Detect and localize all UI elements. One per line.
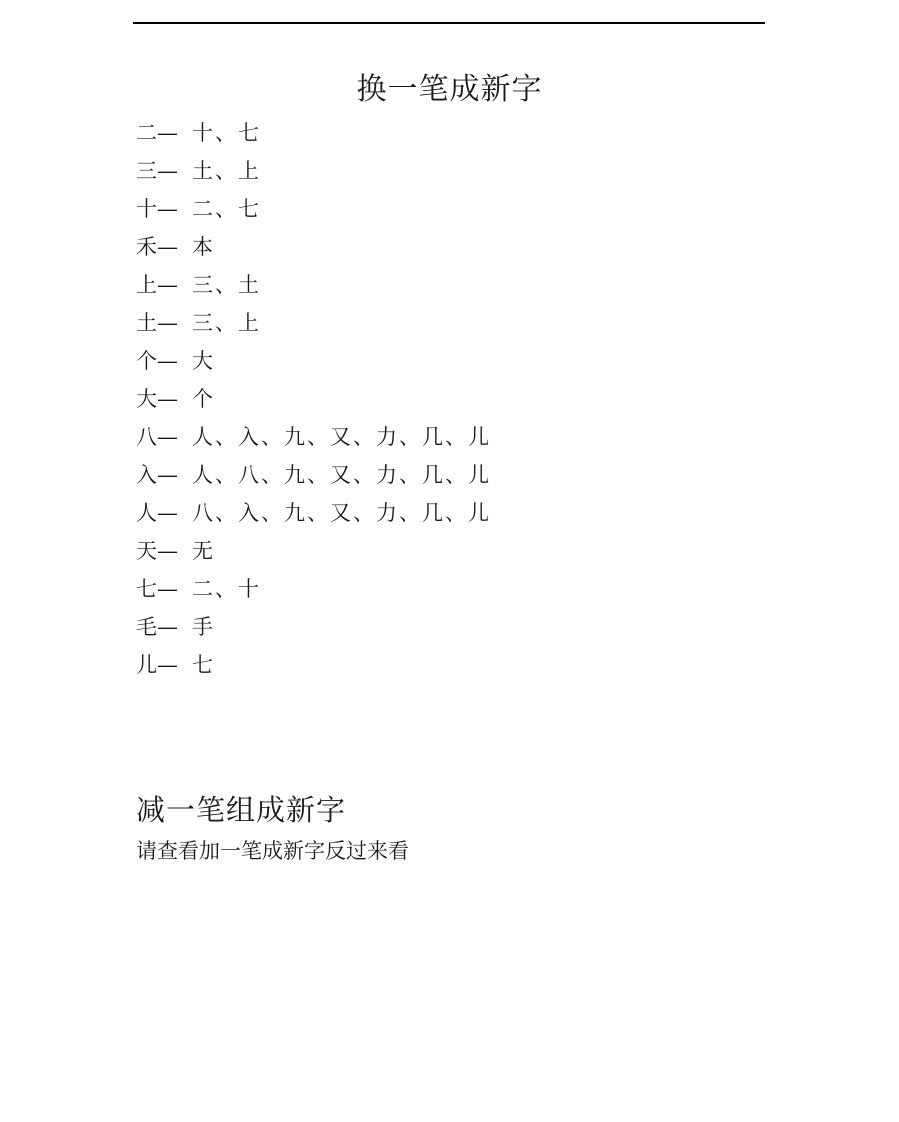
list-item (136, 418, 491, 456)
entry-results: 无 (192, 539, 215, 563)
entry-list (136, 114, 491, 684)
entry-results: 二、十 (192, 577, 261, 601)
entry-source: 八— (136, 425, 178, 449)
entry-results: 三、土 (192, 273, 261, 297)
list-item (136, 266, 491, 304)
list-item (136, 190, 491, 228)
list-item (136, 304, 491, 342)
list-item (136, 380, 491, 418)
entry-results: 人、八、九、又、力、几、儿 (192, 463, 491, 487)
entry-results: 个 (192, 387, 215, 411)
list-item (136, 152, 491, 190)
list-item (136, 570, 491, 608)
entry-results: 人、入、九、又、力、几、儿 (192, 425, 491, 449)
entry-source: 大— (136, 387, 178, 411)
list-item (136, 608, 491, 646)
entry-source: 天— (136, 539, 178, 563)
list-item (136, 342, 491, 380)
entry-results: 本 (192, 235, 215, 259)
list-item (136, 646, 491, 684)
entry-results: 土、上 (192, 159, 261, 183)
entry-source: 二— (136, 121, 178, 145)
section-note: 请查看加一笔成新字反过来看 (136, 839, 409, 863)
entry-source: 人— (136, 501, 178, 525)
entry-source: 三— (136, 159, 178, 183)
entry-source: 个— (136, 349, 178, 373)
list-item (136, 456, 491, 494)
list-item (136, 228, 491, 266)
entry-source: 土— (136, 311, 178, 335)
entry-source: 毛— (136, 615, 178, 639)
entry-results: 七 (192, 653, 215, 677)
top-rule (133, 22, 765, 24)
section-heading: 减一笔组成新字 (136, 793, 347, 827)
entry-results: 手 (192, 615, 215, 639)
entry-source: 禾— (136, 235, 178, 259)
entry-source: 七— (136, 577, 178, 601)
list-item (136, 532, 491, 570)
list-item (136, 114, 491, 152)
entry-source: 儿— (136, 653, 178, 677)
entry-source: 入— (136, 463, 178, 487)
entry-source: 上— (136, 273, 178, 297)
entry-results: 八、入、九、又、力、几、儿 (192, 501, 491, 525)
entry-results: 十、七 (192, 121, 261, 145)
list-item (136, 494, 491, 532)
entry-results: 大 (192, 349, 215, 373)
page-title: 换一笔成新字 (356, 72, 543, 107)
entry-source: 十— (136, 197, 178, 221)
entry-results: 二、七 (192, 197, 261, 221)
entry-results: 三、上 (192, 311, 261, 335)
